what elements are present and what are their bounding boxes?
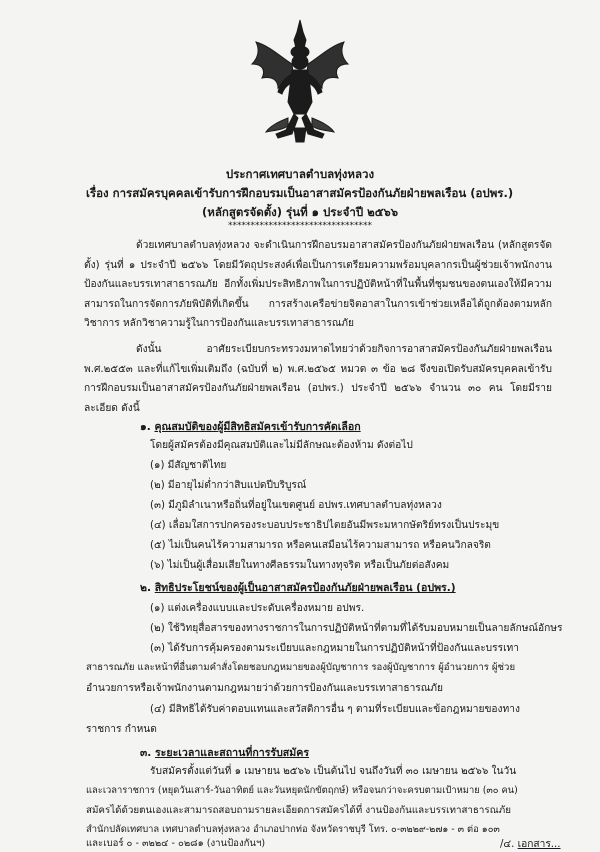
section1-item: (๖) ไม่เป็นผู้เสื่อมเสียในทางศีลธรรมในทางทุจริต หรือเป็นภัยต่อสังคม <box>150 560 450 571</box>
section2-item: (๓) ได้รับการคุ้มครองตามระเบียบและกฎหมายในการปฏิบัติหน้าที่ป้องกันและบรรเทา <box>150 643 519 654</box>
section1-lead: โดยผู้สมัครต้องมีคุณสมบัติและไม่มีลักษณะต้องห้าม ดังต่อไป <box>150 440 413 451</box>
section1-item: (๑) มีสัญชาติไทย <box>150 460 227 471</box>
section1-item: (๓) มีภูมิลำเนาหรือถิ่นที่อยู่ในเขตศูนย์ อปพร.เทศบาลตำบลทุ่งหลวง <box>150 500 442 511</box>
section2-heading <box>140 579 456 596</box>
intro-paragraph: ด้วยเทศบาลตำบลทุ่งหลวง จะดำเนินการฝึกอบรมอาสาสมัครป้องกันภัยฝ่ายพลเรือน (หลักสูตรจัดตั้ง) รุ่นที่ ๑ ประจำปี ๒๕๖๖ โดยมีวัตถุประสงค์เพื่อเป็นการเตรียมความพร้อมบุคลากรเป็นผู้ช่วยเจ้าพนักงานป้องกันและบรรเทาสาธารณภัย อีกทั้งเพิ่มประสิทธิภาพในการปฏิบัติหน้าที่ในพื้นที่ชุมชนของตนเองให้มีความสามารถในการจัดการภัยพิบัติที่เกิดขึ้น การสร้างเครือข่ายจิตอาสาในการเข้าช่วยเหลือได้ถูกต้องตามหลักวิชาการ หลักวิชาความรู้ในการป้องกันและบรรเทาสาธารณภัย <box>84 240 552 330</box>
section2-item: (๑) แต่งเครื่องแบบและประดับเครื่องหมาย อปพร. <box>150 603 365 614</box>
page-continuation <box>500 836 561 852</box>
announcement-subject: เรื่อง การสมัครบุคคลเข้ารับการฝึกอบรมเป็นอาสาสมัครป้องกันภัยฝ่ายพลเรือน (อปพร.) <box>86 186 514 200</box>
section3-line: สำนักปลัดเทศบาล เทศบาลตำบลทุ่งหลวง อำเภอปากท่อ จังหวัดราชบุรี โทร. ๐-๓๒๒๙-๒๗๑ - ๓ ต่อ ๑๐๓ <box>86 824 500 835</box>
section3-line: สมัครได้ด้วยตนเองและสามารถสอบถามรายละเอียดการสมัครได้ที่ งานป้องกันและบรรเทาสาธารณภัย <box>86 805 511 816</box>
section2-item: (๒) ใช้วิทยุสื่อสารของทางราชการในการปฏิบัติหน้าที่ตามที่ได้รับมอบหมายเป็นลายลักษณ์อักษร <box>150 623 563 634</box>
section3-heading <box>140 744 309 761</box>
announcement-subject-line2: (หลักสูตรจัดตั้ง) รุ่นที่ ๑ ประจำปี ๒๕๖๖ <box>201 205 399 219</box>
section1-item: (๒) มีอายุไม่ต่ำกว่าสิบแปดปีบริบูรณ์ <box>150 480 307 491</box>
section1-item: (๔) เลื่อมใสการปกครองระบอบประชาธิปไตยอันมีพระมหากษัตริย์ทรงเป็นประมุข <box>150 520 500 531</box>
garuda-emblem-icon <box>248 18 352 144</box>
section3-line: และเวลาราชการ (หยุดวันเสาร์-วันอาทิตย์ และวันหยุดนักขัตฤกษ์) หรือจนกว่าจะครบตามเป้าหมาย (๓๐ คน) <box>86 785 518 796</box>
announcement-title: ประกาศเทศบาลตำบลทุ่งหลวง <box>225 167 375 181</box>
section1-heading <box>140 418 361 435</box>
section2-item: (๔) มีสิทธิได้รับค่าตอบแทนและสวัสดิการอื่น ๆ ตามที่ระเบียบและข้อกฎหมายของทาง <box>150 704 520 715</box>
continuation-text: เอกสาร... <box>517 839 561 850</box>
section1-item: (๕) ไม่เป็นคนไร้ความสามารถ หรือคนเสมือนไร้ความสามารถ หรือคนวิกลจริต <box>150 540 491 551</box>
section2-number: ๒. <box>140 582 152 594</box>
section2-title: สิทธิประโยชน์ของผู้เป็นอาสาสมัครป้องกันภัยฝ่ายพลเรือน (อปพร.) <box>154 582 456 594</box>
section3-line: และเบอร์ ๐ - ๓๒๒๔ - ๐๒๘๑ (งานป้องกันฯ) <box>86 838 266 849</box>
section2-item-cont: สาธารณภัย และหน้าที่อื่นตามคำสั่งโดยชอบกฎหมายของผู้บัญชาการ รองผู้บัญชาการ ผู้อำนวยการ ผู้ช่วย <box>86 662 516 673</box>
section1-title: คุณสมบัติของผู้มีสิทธิสมัครเข้ารับการคัดเลือก <box>154 421 361 433</box>
separator: ******************************** <box>228 221 372 231</box>
section1-number: ๑. <box>140 421 151 433</box>
section3-number: ๓. <box>140 747 152 759</box>
section3-line: รับสมัครตั้งแต่วันที่ ๑ เมษายน ๒๕๖๖ เป็นต้นไป จนถึงวันที่ ๓๐ เมษายน ๒๕๖๖ ในวัน <box>150 766 517 777</box>
section3-title: ระยะเวลาและสถานที่การรับสมัคร <box>154 747 310 759</box>
continuation-prefix: /๔. <box>500 839 518 850</box>
section2-item-cont: ราชการ กำหนด <box>86 724 157 735</box>
announce-paragraph: ดังนั้น อาศัยระเบียบกระทรวงมหาดไทยว่าด้วยกิจการอาสาสมัครป้องกันภัยฝ่ายพลเรือน พ.ศ.๒๕๕๓ และที่แก้ไขเพิ่มเติมถึง (ฉบับที่ ๒) พ.ศ.๒๕๖๕ หมวด ๓ ข้อ ๒๘ จึงขอเปิดรับสมัครบุคคลเข้ารับการฝึกอบรมเป็นอาสาสมัครป้องกันภัยฝ่ายพลเรือน (อปพร.) ประจำปี ๒๕๖๖ จำนวน ๓๐ คน โดยมีรายละเอียด ดังนี้ <box>84 344 552 414</box>
section2-item-cont: อำนวยการหรือเจ้าพนักงานตามกฎหมายว่าด้วยการป้องกันและบรรเทาสาธารณภัย <box>86 683 443 694</box>
